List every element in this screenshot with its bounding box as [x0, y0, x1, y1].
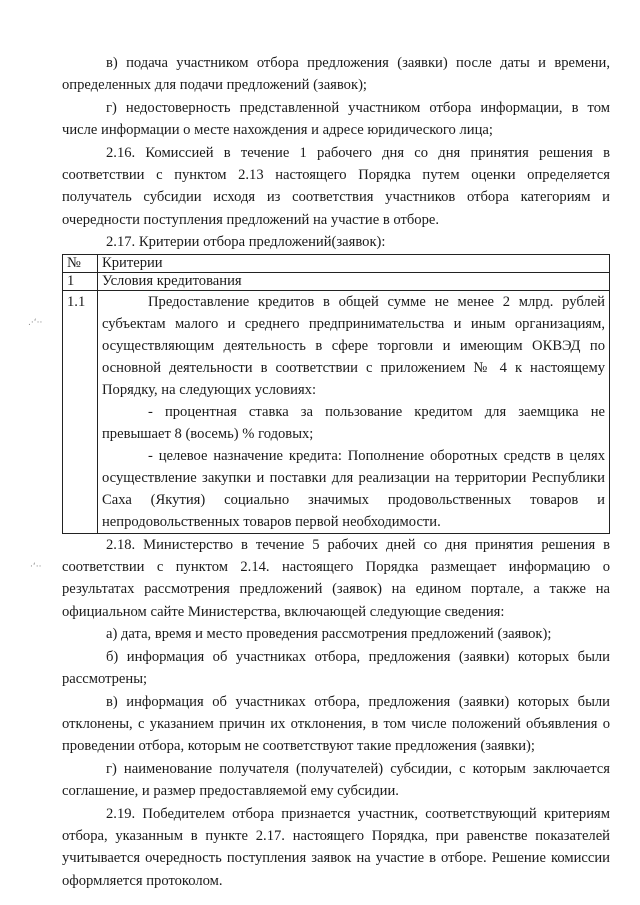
criteria-paragraph: - процентная ставка за пользование кредитом для заемщика не превышает 8 (восемь) % годовых; [102, 403, 605, 442]
clause-v-rejected: в) информация об участниках отбора, предложения (заявки) которых были отклонены, с указанием причин их отклонения, в том числе положений объявления о проведении отбора, которым не соответствуют такие предложения (заявки); [62, 693, 610, 755]
section-label-cell: Условия кредитования [98, 272, 610, 290]
clause-2-19: 2.19. Победителем отбора признается участник, соответствующий критериям отбора, указанным в пункте 2.17. настоящего Порядка, при равенстве показателей учитывается очередность поступления заявок на участие в отборе. Решение комиссии оформляется протоколом. [62, 805, 610, 889]
clause-g-recipient: г) наименование получателя (получателей) субсидии, с которым заключается соглашение, и размер предоставляемой ему субсидии. [62, 760, 610, 800]
item-criteria-cell [98, 290, 610, 533]
table-row [63, 272, 610, 290]
document-page [62, 52, 610, 892]
header-num-cell: № [63, 254, 98, 272]
header-criteria-cell: Критерии [98, 254, 610, 272]
clause-2-16: 2.16. Комиссией в течение 1 рабочего дня со дня принятия решения в соответствии с пунктом 2.13 настоящего Порядка путем оценки определяется получатель субсидии исходя из соответствия участников отбора категориям и очередности поступления предложений на участие в отборе. [62, 144, 610, 228]
clause-v-late-submission: в) подача участником отбора предложения (заявки) после даты и времени, определенных для подачи предложений (заявок); [62, 55, 610, 94]
margin-scan-mark: ·‘·· [30, 562, 42, 572]
criteria-paragraph: - целевое назначение кредита: Пополнение оборотных средств в целях осуществление закупки и поставки для реализации на территории Республики Саха (Якутия) социально значимых продовольственных товаров и непродовольственных товаров первой необходимости. [102, 447, 605, 530]
item-num-cell: 1.1 [63, 290, 98, 533]
clause-g-unreliable-info: г) недостоверность представленной участником отбора информации, в том числе информации о месте нахождения и адресе юридического лица; [62, 99, 610, 139]
table-header-row [63, 254, 610, 272]
margin-scan-mark: .·‘·· [28, 318, 43, 328]
clause-2-18: 2.18. Министерство в течение 5 рабочих дней со дня принятия решения в соответствии с пунктом 2.14. настоящего Порядка размещает информацию о результатах рассмотрения предложений (заявок) на едином портале, а также на официальном сайте Министерства, включающей следующие сведения: [62, 536, 610, 620]
criteria-paragraph: Предоставление кредитов в общей сумме не менее 2 млрд. рублей субъектам малого и среднего предпринимательства и иным организациям, осуществляющим деятельность в сфере торговли и имеющим ОКВЭД по основной деятельности в соответствии с приложением № 4 к настоящему Порядку, на следующих условиях: [102, 293, 605, 398]
clause-a-date-time: а) дата, время и место проведения рассмотрения предложений (заявок); [106, 626, 552, 643]
criteria-table [62, 254, 610, 534]
table-row [63, 290, 610, 533]
section-num-cell: 1 [63, 272, 98, 290]
clause-b-reviewed: б) информация об участниках отбора, предложения (заявки) которых были рассмотрены; [62, 648, 610, 688]
criteria-title: 2.17. Критерии отбора предложений(заявок): [106, 234, 386, 251]
